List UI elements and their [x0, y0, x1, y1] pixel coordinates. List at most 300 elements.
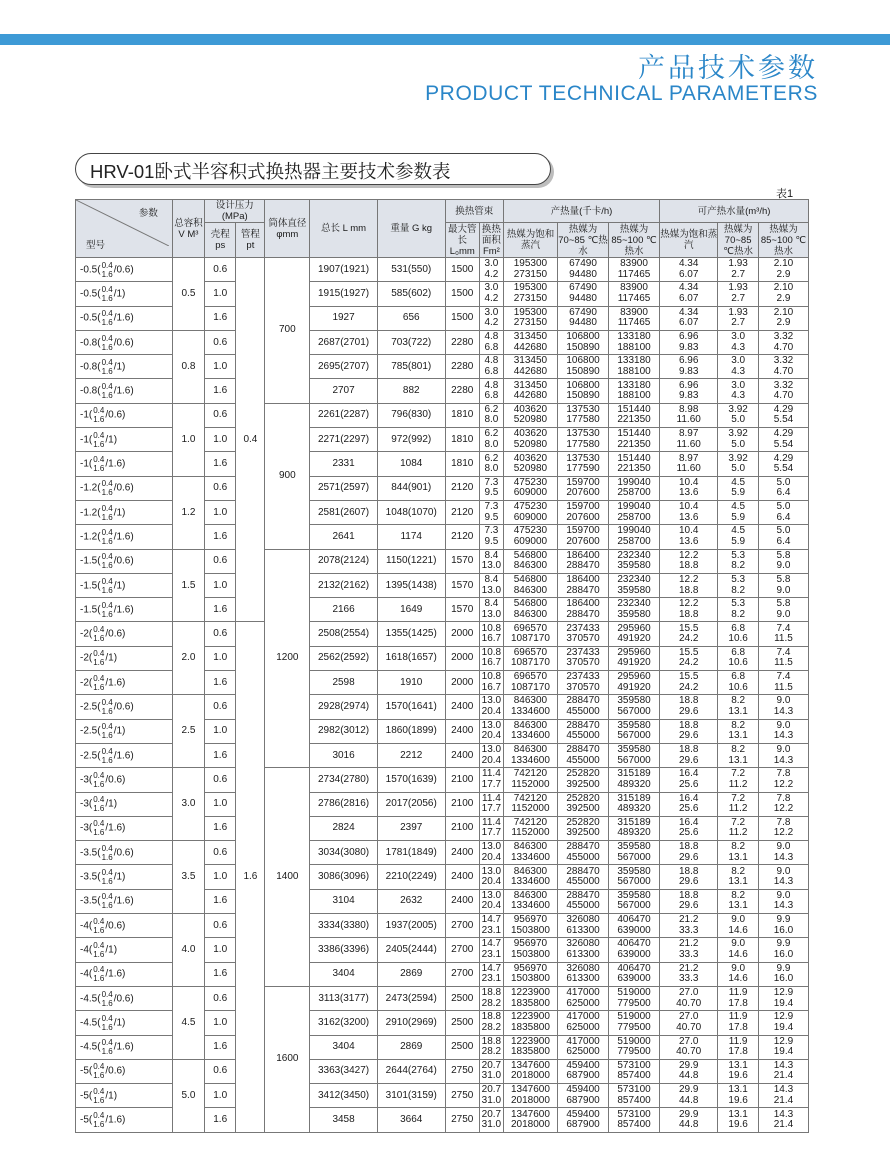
heat-85-100-cell-bottom: 491920: [617, 681, 651, 693]
model-prefix: -0.8(: [80, 337, 101, 349]
water-85-100-cell: [758, 646, 808, 670]
heat-70-85-cell-bottom: 370570: [566, 657, 600, 669]
shell-pressure-cell: 1.6: [205, 1108, 236, 1132]
header-shell: 壳程 ps: [205, 223, 236, 258]
heat-70-85-cell-bottom: 455000: [566, 705, 600, 717]
water-85-100-cell: [758, 986, 808, 1010]
heat-steam-cell-bottom: 609000: [513, 511, 548, 523]
heat-85-100-cell: [609, 1108, 660, 1132]
model-prefix: -4(: [80, 944, 93, 956]
water-70-85-cell: [718, 428, 759, 452]
heat-70-85-cell: [558, 306, 609, 330]
heat-steam-cell: [503, 889, 557, 913]
length-cell: 3334(3380): [310, 914, 378, 938]
heat-steam-cell-bottom: 442680: [513, 365, 548, 377]
water-85-100-cell-bottom: 14.3: [773, 851, 794, 863]
volume-cell: 1.2: [172, 476, 204, 549]
water-steam-cell-top: 10.4: [678, 501, 699, 513]
area-cell-bottom: 9.5: [484, 487, 499, 499]
heat-85-100-cell-bottom: 221350: [617, 438, 651, 450]
water-85-100-cell-top: 9.9: [776, 914, 791, 926]
heat-steam-cell-top: 846300: [513, 865, 548, 877]
water-steam-cell-bottom: 13.6: [678, 487, 699, 499]
heat-steam-cell-top: 742120: [513, 816, 548, 828]
model-cell: [76, 695, 173, 719]
water-steam-cell-top: 27.0: [678, 1011, 699, 1023]
length-cell: 3162(3200): [310, 1011, 378, 1035]
water-85-100-cell-bottom: 14.3: [773, 754, 794, 766]
length-cell: 2581(2607): [310, 500, 378, 524]
max-tube-length-cell: 2400: [445, 695, 479, 719]
water-steam-cell: [660, 549, 718, 573]
water-steam-cell-top: 29.9: [678, 1059, 699, 1071]
water-70-85-cell: [718, 646, 759, 670]
water-steam-cell-top: 15.5: [678, 646, 699, 658]
header-model: 型号: [86, 240, 106, 251]
water-85-100-cell-top: 2.10: [773, 306, 794, 318]
heat-85-100-cell: [609, 573, 660, 597]
water-steam-cell-bottom: 29.6: [678, 851, 699, 863]
water-steam-cell: [660, 573, 718, 597]
heat-steam-cell-bottom: 846300: [513, 560, 548, 572]
heat-85-100-cell-bottom: 639000: [617, 948, 651, 960]
water-70-85-cell: [718, 719, 759, 743]
max-tube-length-cell: 2750: [445, 1059, 479, 1083]
heat-70-85-cell-top: 186400: [566, 574, 600, 585]
model-fraction: [102, 698, 113, 716]
fraction-bottom: 1.6: [101, 512, 113, 522]
water-85-100-cell-top: 7.4: [776, 646, 791, 658]
length-cell: 2641: [310, 525, 378, 549]
area-cell-bottom: 31.0: [481, 1094, 502, 1106]
heat-85-100-cell-bottom: 567000: [617, 876, 651, 888]
heat-85-100-cell: [609, 1035, 660, 1059]
water-steam-cell-top: 18.8: [678, 719, 699, 731]
heat-85-100-cell-top: 359580: [617, 695, 651, 707]
water-85-100-cell-top: 5.8: [776, 598, 791, 610]
heat-steam-cell-bottom: 1152000: [511, 803, 550, 815]
max-tube-length-cell: 1500: [445, 258, 479, 282]
heat-85-100-cell-top: 573100: [617, 1108, 651, 1120]
heat-85-100-cell-top: 232340: [617, 549, 651, 561]
water-85-100-cell-top: 14.3: [773, 1084, 794, 1096]
heat-steam-cell: [503, 258, 557, 282]
area-cell-top: 7.3: [484, 501, 499, 513]
water-70-85-cell: [718, 865, 759, 889]
heat-85-100-cell: [609, 355, 660, 379]
model-fraction: [93, 1111, 104, 1129]
heat-85-100-cell-top: 199040: [617, 501, 651, 513]
heat-85-100-cell-top: 151440: [617, 428, 651, 440]
heat-steam-cell-top: 846300: [513, 695, 548, 707]
heat-85-100-cell: [609, 500, 660, 524]
water-70-85-cell-bottom: 13.1: [728, 754, 748, 766]
fraction-top: 0.4: [101, 1013, 113, 1023]
length-cell: 2707: [310, 379, 378, 403]
top-accent-bar: [0, 34, 890, 45]
water-85-100-cell-top: 9.0: [776, 695, 791, 707]
model-cell: [76, 330, 173, 354]
max-tube-length-cell: 2500: [445, 1011, 479, 1035]
fraction-top: 0.4: [93, 1086, 105, 1096]
area-cell-bottom: 28.2: [481, 997, 502, 1009]
heat-70-85-cell-top: 237433: [566, 622, 600, 634]
area-cell-top: 10.8: [481, 646, 502, 658]
diameter-cell: 700: [265, 258, 310, 404]
model-prefix: -5(: [80, 1090, 93, 1102]
shell-pressure-cell: 1.6: [205, 816, 236, 840]
water-85-100-cell-bottom: 5.54: [773, 438, 794, 450]
heat-steam-cell-bottom: 1503800: [510, 973, 550, 985]
heat-steam-cell-bottom: 1835800: [510, 1021, 550, 1033]
heat-steam-cell-bottom: 520980: [513, 463, 548, 475]
water-steam-cell: [660, 865, 718, 889]
table-number: 表1: [776, 188, 794, 200]
model-fraction: [102, 844, 113, 862]
water-steam-cell-bottom: 29.6: [678, 705, 699, 717]
heat-70-85-cell-bottom: 625000: [566, 997, 600, 1009]
header-heat-water-85-100: 热媒为 85~100 ℃热水: [609, 223, 660, 258]
model-fraction: [102, 479, 113, 497]
area-cell-top: 8.4: [484, 574, 499, 585]
heat-85-100-cell-top: 295960: [617, 671, 651, 683]
heat-85-100-cell-top: 133180: [617, 331, 651, 343]
model-cell: [76, 452, 173, 476]
water-steam-cell: [660, 1035, 718, 1059]
water-70-85-cell-bottom: 5.9: [731, 487, 746, 499]
model-suffix: /1.6): [105, 823, 126, 835]
model-fraction: [93, 649, 104, 667]
diameter-cell: 1400: [265, 768, 310, 987]
area-cell-bottom: 28.2: [481, 1021, 502, 1033]
model-fraction: [102, 382, 113, 400]
model-fraction: [93, 625, 104, 643]
header-area: 换热面积 Fm²: [479, 223, 503, 258]
water-70-85-cell-top: 9.0: [731, 962, 746, 974]
water-steam-cell: [660, 743, 718, 767]
model-prefix: -1.2(: [80, 531, 101, 543]
header-diameter: 筒体直径 φmm: [265, 200, 310, 258]
model-fraction: [102, 261, 113, 279]
water-steam-cell-top: 29.9: [678, 1108, 699, 1120]
water-steam-cell-top: 12.2: [678, 549, 699, 561]
water-70-85-cell: [718, 841, 759, 865]
heat-70-85-cell-top: 288470: [566, 841, 600, 853]
heat-steam-cell-top: 696570: [513, 671, 548, 683]
heat-70-85-cell: [558, 938, 609, 962]
water-steam-cell-bottom: 9.83: [678, 390, 699, 402]
heat-70-85-cell-bottom: 455000: [566, 730, 600, 742]
model-prefix: -1.5(: [80, 580, 101, 592]
water-steam-cell-top: 4.34: [678, 258, 699, 270]
fraction-top: 0.4: [101, 868, 113, 878]
area-cell: [479, 573, 503, 597]
water-70-85-cell: [718, 282, 759, 306]
fraction-top: 0.4: [101, 503, 113, 513]
water-70-85-cell-top: 6.8: [731, 646, 746, 658]
heat-85-100-cell: [609, 768, 660, 792]
table-row: [76, 330, 809, 354]
heat-85-100-cell-top: 359580: [617, 719, 651, 731]
volume-cell: 3.5: [172, 841, 204, 914]
water-85-100-cell-top: 14.3: [773, 1108, 794, 1120]
model-suffix: /0.6): [113, 847, 134, 859]
water-70-85-cell-bottom: 5.0: [731, 438, 746, 450]
area-cell-bottom: 17.7: [481, 827, 502, 839]
model-prefix: -4.5(: [80, 1041, 101, 1053]
model-cell: [76, 598, 173, 622]
water-85-100-cell-bottom: 5.54: [773, 463, 794, 475]
water-85-100-cell-bottom: 11.5: [774, 681, 793, 693]
heat-70-85-cell: [558, 622, 609, 646]
weight-cell: 2910(2969): [377, 1011, 445, 1035]
water-steam-cell-top: 27.0: [678, 987, 699, 999]
heat-85-100-cell-top: 406470: [617, 962, 651, 974]
tube-pressure-cell: 0.4: [236, 258, 265, 622]
fraction-bottom: 1.6: [93, 1120, 105, 1130]
water-70-85-cell: [718, 1059, 759, 1083]
water-70-85-cell-top: 13.1: [728, 1084, 748, 1096]
heat-85-100-cell: [609, 1059, 660, 1083]
water-70-85-cell-bottom: 2.7: [731, 268, 746, 280]
water-85-100-cell-top: 12.9: [773, 987, 794, 999]
max-tube-length-cell: 1570: [445, 598, 479, 622]
heat-70-85-cell-top: 417000: [566, 1011, 600, 1023]
weight-cell: 703(722): [377, 330, 445, 354]
model-cell: [76, 403, 173, 427]
heat-steam-cell-bottom: 1152000: [511, 778, 550, 790]
heat-steam-cell: [503, 403, 557, 427]
water-70-85-cell-bottom: 4.3: [731, 365, 746, 377]
fraction-bottom: 1.6: [101, 585, 113, 595]
fraction-top: 0.4: [93, 770, 105, 780]
heat-steam-cell: [503, 598, 557, 622]
heat-85-100-cell: [609, 914, 660, 938]
heat-70-85-cell-top: 326080: [566, 938, 600, 950]
water-85-100-cell-top: 5.8: [776, 574, 791, 585]
heat-85-100-cell: [609, 671, 660, 695]
water-70-85-cell: [718, 816, 759, 840]
heat-steam-cell-top: 1347600: [510, 1059, 550, 1071]
fraction-bottom: 1.6: [93, 828, 105, 838]
water-85-100-cell-top: 7.8: [776, 816, 791, 828]
area-cell-top: 6.2: [484, 452, 499, 464]
water-70-85-cell-top: 3.92: [728, 428, 748, 440]
water-70-85-cell-bottom: 8.2: [731, 584, 746, 596]
heat-85-100-cell: [609, 986, 660, 1010]
water-85-100-cell: [758, 719, 808, 743]
heat-85-100-cell-bottom: 491920: [617, 633, 651, 645]
water-85-100-cell: [758, 865, 808, 889]
heat-steam-cell-bottom: 1334600: [510, 754, 550, 766]
heat-70-85-cell: [558, 282, 609, 306]
heat-70-85-cell-top: 288470: [566, 695, 600, 707]
water-85-100-cell-bottom: 2.9: [776, 292, 791, 304]
heat-85-100-cell-top: 295960: [617, 622, 651, 634]
area-cell-top: 10.8: [481, 622, 502, 634]
shell-pressure-cell: 1.6: [205, 889, 236, 913]
area-cell: [479, 1011, 503, 1035]
water-85-100-cell-bottom: 12.2: [773, 827, 794, 839]
heat-steam-cell-bottom: 1334600: [510, 730, 550, 742]
water-steam-cell: [660, 379, 718, 403]
heat-steam-cell: [503, 938, 557, 962]
water-70-85-cell-bottom: 19.6: [728, 1070, 748, 1082]
water-steam-cell: [660, 476, 718, 500]
heat-85-100-cell: [609, 743, 660, 767]
area-cell: [479, 889, 503, 913]
water-70-85-cell: [718, 938, 759, 962]
model-suffix: /1.6): [113, 604, 134, 616]
fraction-bottom: 1.6: [101, 901, 113, 911]
heat-85-100-cell-bottom: 221350: [617, 463, 651, 475]
shell-pressure-cell: 1.0: [205, 865, 236, 889]
heat-steam-cell: [503, 695, 557, 719]
fraction-top: 0.4: [93, 1111, 105, 1121]
model-suffix: /0.6): [105, 628, 126, 640]
model-prefix: -4(: [80, 968, 93, 980]
header-hotwater-steam: 热媒为饱和蒸汽: [660, 223, 718, 258]
water-70-85-cell: [718, 962, 759, 986]
heat-70-85-cell-top: 67490: [569, 258, 597, 270]
model-suffix: /1): [105, 798, 118, 810]
water-85-100-cell-bottom: 19.4: [773, 1021, 794, 1033]
heat-70-85-cell-bottom: 613300: [566, 924, 600, 936]
water-steam-cell: [660, 719, 718, 743]
heat-70-85-cell-bottom: 455000: [566, 754, 600, 766]
fraction-bottom: 1.6: [101, 342, 113, 352]
area-cell-bottom: 6.8: [484, 365, 499, 377]
fraction-top: 0.4: [101, 697, 113, 707]
table-caption-box: [75, 153, 551, 185]
area-cell-bottom: 31.0: [481, 1119, 502, 1131]
heat-85-100-cell-bottom: 117465: [617, 292, 651, 304]
fraction-bottom: 1.6: [93, 949, 105, 959]
heat-85-100-cell: [609, 330, 660, 354]
water-70-85-cell: [718, 476, 759, 500]
heat-85-100-cell-top: 359580: [617, 865, 651, 877]
area-cell-top: 6.2: [484, 403, 499, 415]
model-fraction: [102, 1014, 113, 1032]
water-steam-cell: [660, 500, 718, 524]
heat-85-100-cell: [609, 719, 660, 743]
water-steam-cell-bottom: 18.8: [678, 584, 699, 596]
fraction-top: 0.4: [101, 479, 113, 489]
water-70-85-cell: [718, 379, 759, 403]
length-cell: 1927: [310, 306, 378, 330]
weight-cell: 1048(1070): [377, 500, 445, 524]
water-steam-cell: [660, 841, 718, 865]
water-steam-cell-bottom: 25.6: [678, 778, 699, 790]
water-steam-cell-top: 18.8: [678, 865, 699, 877]
fraction-bottom: 1.6: [93, 804, 105, 814]
water-steam-cell-bottom: 6.07: [678, 268, 699, 280]
heat-85-100-cell-bottom: 359580: [617, 560, 651, 572]
model-prefix: -0.5(: [80, 288, 101, 300]
water-steam-cell-bottom: 13.6: [678, 511, 699, 523]
model-fraction: [102, 601, 113, 619]
heat-70-85-cell: [558, 1108, 609, 1132]
heat-steam-cell-top: 403620: [513, 403, 548, 415]
heat-steam-cell-top: 1223900: [510, 1035, 550, 1047]
fraction-top: 0.4: [101, 260, 113, 270]
model-suffix: /1): [113, 361, 126, 373]
water-85-100-cell-bottom: 5.54: [773, 414, 794, 426]
heat-steam-cell-bottom: 1334600: [510, 876, 550, 888]
heat-85-100-cell: [609, 816, 660, 840]
model-prefix: -2(: [80, 628, 93, 640]
weight-cell: 3664: [377, 1108, 445, 1132]
water-70-85-cell-top: 7.2: [731, 768, 746, 780]
water-70-85-cell-top: 8.2: [731, 841, 746, 853]
water-85-100-cell-top: 7.8: [776, 792, 791, 804]
weight-cell: 2210(2249): [377, 865, 445, 889]
area-cell-top: 18.8: [481, 1035, 502, 1047]
fraction-top: 0.4: [101, 309, 113, 319]
water-steam-cell-top: 16.4: [678, 816, 699, 828]
length-cell: 2261(2287): [310, 403, 378, 427]
diameter-cell: 1200: [265, 549, 310, 768]
weight-cell: 1570(1639): [377, 768, 445, 792]
water-steam-cell-bottom: 29.6: [678, 876, 699, 888]
water-70-85-cell-top: 7.2: [731, 816, 746, 828]
water-85-100-cell-top: 9.0: [776, 744, 791, 756]
heat-steam-cell: [503, 549, 557, 573]
area-cell-top: 11.4: [482, 768, 501, 780]
water-steam-cell: [660, 1059, 718, 1083]
water-70-85-cell-bottom: 8.2: [731, 560, 746, 572]
area-cell-bottom: 20.4: [481, 876, 502, 888]
water-85-100-cell: [758, 938, 808, 962]
heat-steam-cell-top: 475230: [513, 501, 548, 513]
heat-steam-cell-bottom: 1503800: [510, 924, 550, 936]
heat-85-100-cell-top: 133180: [617, 379, 651, 391]
water-70-85-cell-top: 8.2: [731, 889, 746, 901]
heat-steam-cell-bottom: 273150: [513, 292, 548, 304]
heat-70-85-cell: [558, 914, 609, 938]
fraction-top: 0.4: [93, 795, 105, 805]
area-cell-top: 18.8: [481, 1011, 502, 1023]
area-cell: [479, 938, 503, 962]
water-85-100-cell-bottom: 4.70: [773, 365, 794, 377]
model-prefix: -4.5(: [80, 993, 101, 1005]
water-85-100-cell: [758, 330, 808, 354]
water-steam-cell: [660, 914, 718, 938]
water-70-85-cell: [718, 743, 759, 767]
water-85-100-cell-bottom: 2.9: [776, 268, 791, 280]
heat-steam-cell: [503, 768, 557, 792]
water-steam-cell-top: 10.4: [678, 525, 699, 537]
area-cell: [479, 792, 503, 816]
model-cell: [76, 428, 173, 452]
model-prefix: -4(: [80, 920, 93, 932]
header-hot-water: 可产热水量(m³/h): [660, 200, 809, 223]
weight-cell: 531(550): [377, 258, 445, 282]
max-tube-length-cell: 2280: [445, 355, 479, 379]
heat-85-100-cell-top: 359580: [617, 889, 651, 901]
water-steam-cell: [660, 258, 718, 282]
table-row: [76, 476, 809, 500]
heat-steam-cell-top: 195300: [513, 282, 548, 294]
area-cell-top: 3.0: [484, 282, 499, 294]
heat-70-85-cell: [558, 889, 609, 913]
table-row: [76, 622, 809, 646]
water-85-100-cell-top: 9.9: [776, 962, 791, 974]
fraction-top: 0.4: [101, 989, 113, 999]
heat-70-85-cell-bottom: 288470: [566, 584, 600, 596]
area-cell-top: 13.0: [481, 889, 502, 901]
model-prefix: -0.8(: [80, 385, 101, 397]
